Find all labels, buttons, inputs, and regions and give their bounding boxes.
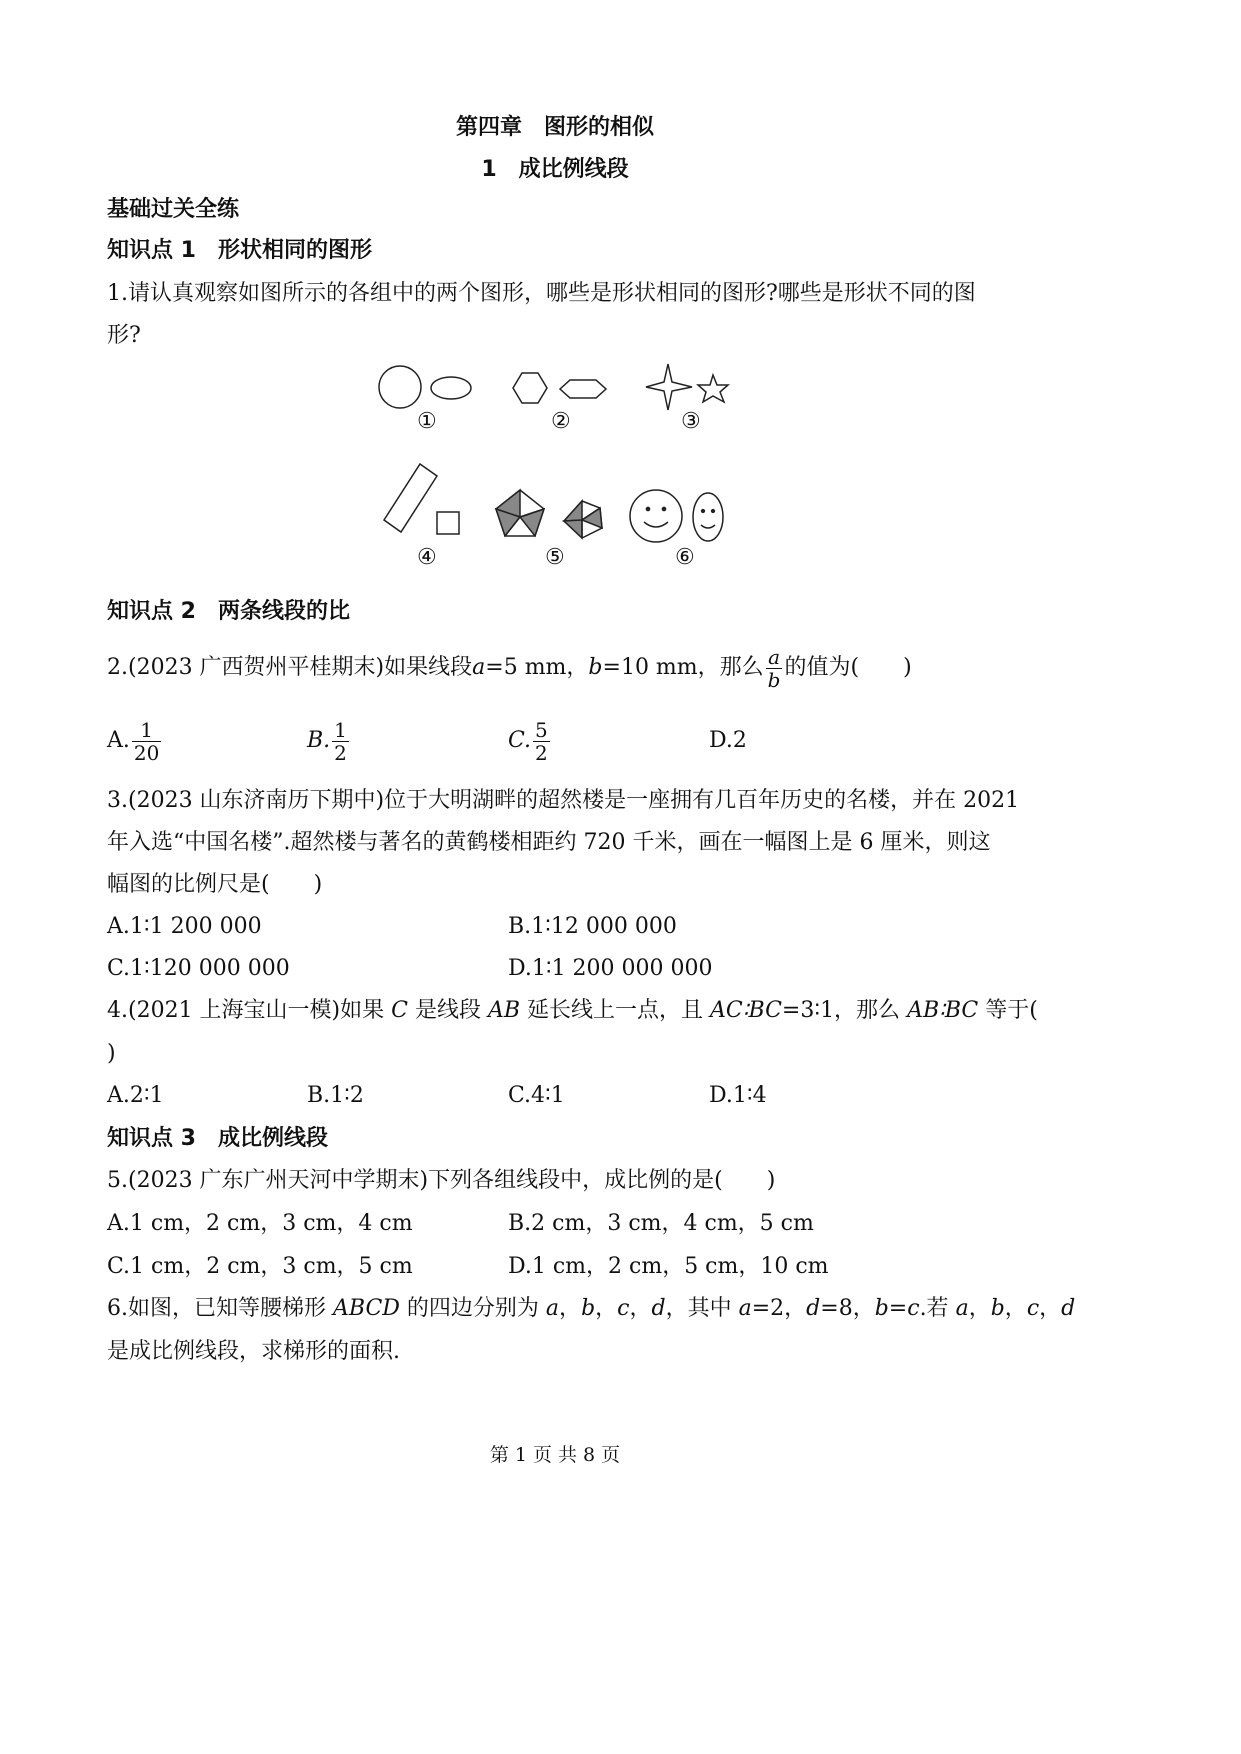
q2-option-d[interactable]: D.2 (709, 728, 747, 753)
q2-option-b[interactable]: B. $\frac{1}{2}$ (307, 717, 347, 765)
q3-option-a[interactable]: A.1∶1 200 000 (107, 914, 262, 939)
question-4-text-cont: ) (107, 1041, 116, 1066)
figure-label-5: ⑤ (545, 545, 565, 570)
oval-smiley-face (693, 493, 723, 541)
q2-option-a[interactable]: A. $\frac{1}{20}$ (107, 717, 160, 765)
question-3-text: 3.(2023 山东济南历下期中)位于大明湖畔的超然楼是一座拥有几百年历史的名楼，并在 2021 (107, 788, 1020, 813)
question-4-text: 4.(2021 上海宝山一模)如果 C 是线段 AB 延长线上一点，且 AC∶BC=3∶1，那么 AB∶BC 等于( (107, 998, 1038, 1023)
q2-prefix: 2.(2023 广西贺州平桂期末)如果线段 (107, 655, 473, 680)
question-2-text (107, 645, 912, 691)
q3-option-d[interactable]: D.1∶1 200 000 000 (508, 956, 713, 981)
a-over-b-fraction: $\frac{a}{b}$ (767, 644, 781, 692)
q3-option-c[interactable]: C.1∶120 000 000 (107, 956, 290, 981)
part-title: 基础过关全练 (107, 197, 240, 222)
question-3-text-cont2: 幅图的比例尺是( ) (107, 872, 323, 897)
question-1-text-cont: 形? (107, 323, 141, 348)
q4-option-d[interactable]: D.1∶4 (709, 1083, 767, 1108)
knowledge-point-3-title: 知识点 3 成比例线段 (107, 1126, 328, 1151)
var-b: b (588, 655, 603, 680)
five-point-star-shape (698, 375, 728, 402)
knowledge-point-1-title: 知识点 1 形状相同的图形 (107, 238, 372, 263)
square-shape (437, 512, 459, 534)
q4-option-a[interactable]: A.2∶1 (107, 1083, 164, 1108)
q5-option-b[interactable]: B.2 cm，3 cm，4 cm，5 cm (508, 1211, 814, 1236)
chapter-title: 第四章 图形的相似 (455, 115, 654, 140)
figure-label-3: ③ (681, 409, 701, 434)
regular-hexagon-shape (513, 373, 547, 403)
question-3-text-cont: 年入选“中国名楼”.超然楼与著名的黄鹤楼相距约 720 千米，画在一幅图上是 6 厘米，则这 (107, 830, 991, 855)
fraction: $\frac{1}{20}$ (133, 717, 160, 765)
knowledge-point-2-title: 知识点 2 两条线段的比 (107, 599, 350, 624)
q2-suffix: 的值为( ) (784, 655, 912, 680)
question-6-text: 6.如图，已知等腰梯形 ABCD 的四边分别为 a，b，c，d，其中 a=2，d=8，b=c.若 a，b，c，d (107, 1296, 1076, 1321)
ellipse-shape (431, 377, 471, 399)
q3-option-b[interactable]: B.1∶12 000 000 (508, 914, 677, 939)
q4-option-c[interactable]: C.4∶1 (508, 1083, 565, 1108)
figure-label-1: ① (417, 409, 437, 434)
q5-option-a[interactable]: A.1 cm，2 cm，3 cm，4 cm (107, 1211, 413, 1236)
question-1-text: 1.请认真观察如图所示的各组中的两个图形，哪些是形状相同的图形?哪些是形状不同的图 (107, 281, 976, 306)
figure-label-4: ④ (417, 545, 437, 570)
q2-option-c[interactable]: C. $\frac{5}{2}$ (508, 717, 548, 765)
pentagon-sector-shape-right (564, 501, 602, 538)
q5-option-c[interactable]: C.1 cm，2 cm，3 cm，5 cm (107, 1254, 413, 1279)
var-a: a (472, 655, 486, 680)
four-point-star-shape (646, 364, 692, 410)
fraction: $\frac{1}{2}$ (334, 717, 347, 765)
section-title: 1 成比例线段 (481, 157, 629, 182)
round-smiley-face (630, 490, 682, 542)
figure-label-2: ② (551, 409, 571, 434)
pentagon-sector-shape-left (496, 490, 544, 536)
flat-hexagon-shape (560, 380, 606, 398)
q2-eq-b: =10 mm，那么 (602, 655, 764, 680)
rectangle-shape (384, 464, 437, 532)
q4-option-b[interactable]: B.1∶2 (307, 1083, 364, 1108)
figure-label-6: ⑥ (675, 545, 695, 570)
fraction: $\frac{5}{2}$ (535, 717, 548, 765)
q5-option-d[interactable]: D.1 cm，2 cm，5 cm，10 cm (508, 1254, 829, 1279)
circle-shape (379, 366, 421, 408)
page-footer: 第 1 页 共 8 页 (489, 1444, 621, 1466)
question-6-text-cont: 是成比例线段，求梯形的面积. (107, 1339, 400, 1364)
q2-eq-a: =5 mm， (485, 655, 589, 680)
question-5-text: 5.(2023 广东广州天河中学期末)下列各组线段中，成比例的是( ) (107, 1168, 776, 1193)
